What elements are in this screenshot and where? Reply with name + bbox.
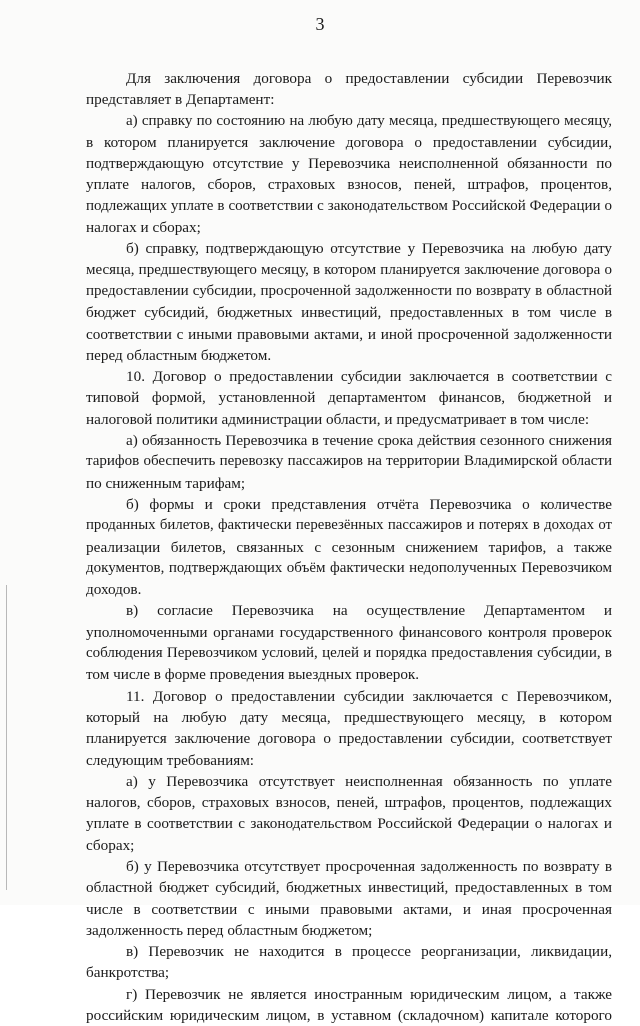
text-line: в котором планируется заключение договора о предоставлении субсидии, — [86, 133, 612, 151]
text-line: б) формы и сроки представления отчёта Перевозчика о количестве — [126, 495, 612, 513]
scan-edge-line — [6, 585, 7, 890]
text-line: документов, подтверждающих объём фактически недополученных Перевозчиком — [86, 559, 612, 576]
text-line: 11. Договор о предоставлении субсидии заключается с Перевозчиком, — [126, 687, 612, 705]
text-line: соблюдения Перевозчиком условий, целей и порядка предоставления субсидии, в — [86, 645, 612, 662]
text-line: по сниженным тарифам; — [86, 474, 246, 492]
text-line: а) у Перевозчика отсутствует неисполненная обязанность по уплате — [126, 772, 612, 790]
document-body — [86, 68, 612, 1026]
text-line: б) у Перевозчика отсутствует просроченная задолженность по возврату в — [126, 857, 612, 875]
text-line: перед областным бюджетом. — [86, 346, 272, 364]
text-line: тарифов обеспечить перевозку пассажиров на территории Владимирской области — [86, 453, 612, 470]
text-line: подлежащих уплате в соответствии с законодательством Российской Федерации о — [86, 197, 612, 214]
text-line: налогах и сборах; — [86, 219, 201, 237]
text-line: уполномоченными органами государственного финансового контроля проверок — [86, 623, 612, 641]
text-line: следующим требованиям: — [86, 751, 255, 769]
text-line: в) Перевозчик не находится в процессе реорганизации, ликвидации, — [126, 943, 612, 961]
text-line: планируется заключение договора о предоставлении субсидии, соответствует — [86, 730, 612, 748]
text-line: областной бюджет субсидий, бюджетных инвестиций, предоставленных в том — [86, 879, 612, 897]
text-line: Для заключения договора о предоставлении субсидии Перевозчик — [126, 70, 612, 87]
text-line: сборах; — [86, 836, 135, 854]
text-line: а) обязанность Перевозчика в течение срока действия сезонного снижения — [126, 432, 612, 450]
text-line: уплате в соответствии с законодательством Российской Федерации о налогах и — [86, 815, 612, 833]
text-line: задолженность перед областным бюджетом; — [86, 921, 373, 939]
text-line: налогов, сборов, страховых взносов, пеней, штрафов, процентов, подлежащих — [86, 794, 612, 812]
text-line: российским юридическим лицом, в уставном (складочном) капитале которого — [86, 1007, 612, 1025]
text-line: налоговой политики администрации области, и предусматривает в том числе: — [86, 410, 590, 428]
text-line: соответствии с иными правовыми актами, и иной просроченной задолженности — [86, 325, 612, 343]
text-line: том числе в форме проведения выездных проверок. — [86, 666, 420, 684]
text-line: б) справку, подтверждающую отсутствие у Перевозчика на любую дату — [126, 240, 612, 258]
text-line: бюджет субсидий, бюджетных инвестиций, предоставленных в том числе в — [86, 304, 612, 322]
text-line: уплате налогов, сборов, страховых взносов, пеней, штрафов, процентов, — [86, 176, 612, 194]
text-line: который на любую дату месяца, предшествующего месяцу, в котором — [86, 708, 612, 726]
page-number: 3 — [315, 14, 325, 34]
text-line: типовой формой, установленной департаментом финансов, бюджетной и — [86, 389, 612, 407]
text-line: в) согласие Перевозчика на осуществление Департаментом и — [126, 602, 612, 620]
text-line: проданных билетов, фактически перевезённых пассажиров и потерях в доходах от — [86, 517, 612, 534]
text-line: подтверждающую отсутствие у Перевозчика неисполненной обязанности по — [86, 155, 612, 173]
text-line: числе в соответствии с иными правовыми актами, и иная просроченная — [86, 900, 612, 918]
text-line: представляет в Департамент: — [86, 91, 275, 109]
text-line: а) справку по состоянию на любую дату месяца, предшествующего месяцу, — [126, 112, 612, 129]
text-line: доходов. — [86, 581, 142, 599]
text-line: г) Перевозчик не является иностранным юридическим лицом, а также — [126, 985, 612, 1003]
text-line: предоставлении субсидии, просроченной задолженности по возврату в областной — [86, 282, 612, 299]
text-line: реализации билетов, связанных с сезонным снижением тарифов, а также — [86, 538, 612, 556]
text-line: банкротства; — [86, 964, 170, 982]
text-line: месяца, предшествующего месяцу, в котором планируется заключение договора о — [86, 261, 612, 278]
text-line: 10. Договор о предоставлении субсидии заключается в соответствии с — [126, 368, 612, 386]
